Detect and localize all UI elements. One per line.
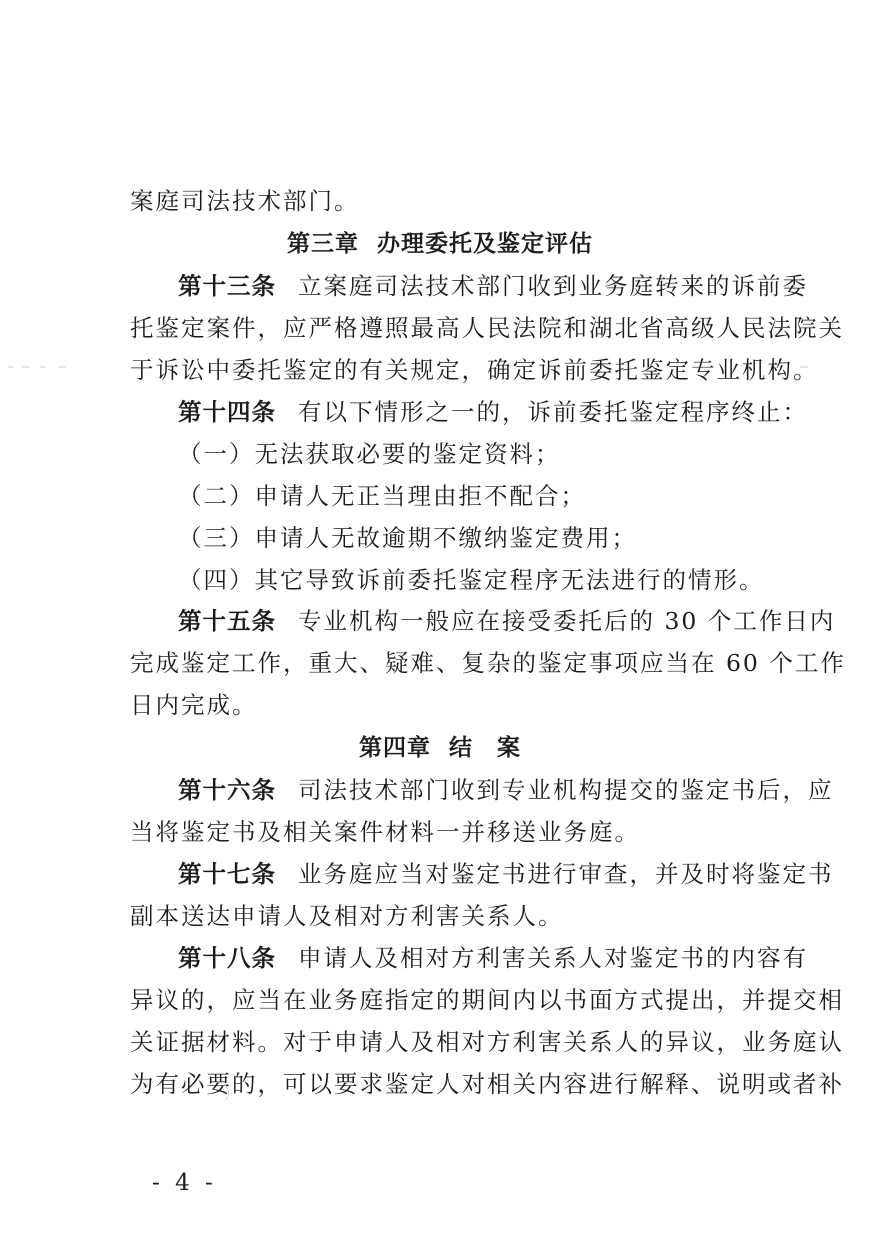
article-14-label: 第十四条 bbox=[178, 398, 276, 426]
article-15-text-1: 专业机构一般应在接受委托后的 30 个工作日内 bbox=[298, 607, 836, 635]
list-item-3: （三）申请人无故逾期不缴纳鉴定费用； bbox=[178, 524, 637, 552]
list-item-2: （二）申请人无正当理由拒不配合； bbox=[178, 482, 586, 510]
article-14-text-1: 有以下情形之一的，诉前委托鉴定程序终止： bbox=[298, 398, 808, 426]
chapter-3-number: 第三章 bbox=[287, 231, 359, 257]
article-15-first-line bbox=[178, 606, 836, 636]
article-18-text-2: 异议的，应当在业务庭指定的期间内以书面方式提出，并提交相 bbox=[130, 986, 844, 1014]
article-13-text-1: 立案庭司法技术部门收到业务庭转来的诉前委 bbox=[298, 272, 808, 300]
chapter-4-number: 第四章 bbox=[359, 735, 431, 761]
article-16-text-1: 司法技术部门收到专业机构提交的鉴定书后，应 bbox=[298, 776, 834, 804]
article-18-label: 第十八条 bbox=[178, 944, 276, 972]
page-number: - 4 - bbox=[152, 1170, 217, 1196]
article-17-first-line bbox=[178, 859, 834, 889]
article-14-first-line bbox=[178, 397, 808, 427]
article-15-text-3: 日内完成。 bbox=[130, 691, 258, 719]
list-item-4: （四）其它导致诉前委托鉴定程序无法进行的情形。 bbox=[178, 566, 765, 594]
article-13-first-line bbox=[178, 271, 808, 301]
article-13-label: 第十三条 bbox=[178, 272, 276, 300]
scan-artifact-curve bbox=[220, 1082, 250, 1102]
article-15-label: 第十五条 bbox=[178, 607, 276, 635]
article-13-text-2: 托鉴定案件，应严格遵照最高人民法院和湖北省高级人民法院关 bbox=[130, 314, 844, 342]
list-item-1: （一）无法获取必要的鉴定资料； bbox=[178, 440, 561, 468]
article-18-first-line bbox=[178, 943, 808, 973]
continuation-line: 案庭司法技术部门。 bbox=[130, 187, 360, 215]
article-13-text-3: 于诉讼中委托鉴定的有关规定，确定诉前委托鉴定专业机构。 bbox=[130, 356, 819, 384]
article-18-text-1: 申请人及相对方利害关系人对鉴定书的内容有 bbox=[298, 944, 808, 972]
article-17-text-2: 副本送达申请人及相对方利害关系人。 bbox=[130, 902, 564, 930]
article-17-text-1: 业务庭应当对鉴定书进行审查，并及时将鉴定书 bbox=[298, 860, 834, 888]
article-16-first-line bbox=[178, 775, 834, 805]
chapter-3-title: 办理委托及鉴定评估 bbox=[377, 231, 593, 257]
article-16-label: 第十六条 bbox=[178, 776, 276, 804]
scan-artifact-dashes bbox=[0, 360, 880, 374]
article-15-text-2: 完成鉴定工作，重大、疑难、复杂的鉴定事项应当在 60 个工作 bbox=[130, 649, 846, 677]
chapter-4-heading bbox=[0, 733, 880, 763]
article-17-label: 第十七条 bbox=[178, 860, 276, 888]
article-16-text-2: 当将鉴定书及相关案件材料一并移送业务庭。 bbox=[130, 818, 640, 846]
chapter-3-heading bbox=[0, 229, 880, 259]
article-18-text-4: 为有必要的，可以要求鉴定人对相关内容进行解释、说明或者补 bbox=[130, 1070, 844, 1098]
article-18-text-3: 关证据材料。对于申请人及相对方利害关系人的异议，业务庭认 bbox=[130, 1028, 844, 1056]
chapter-4-title: 结 案 bbox=[449, 735, 521, 761]
